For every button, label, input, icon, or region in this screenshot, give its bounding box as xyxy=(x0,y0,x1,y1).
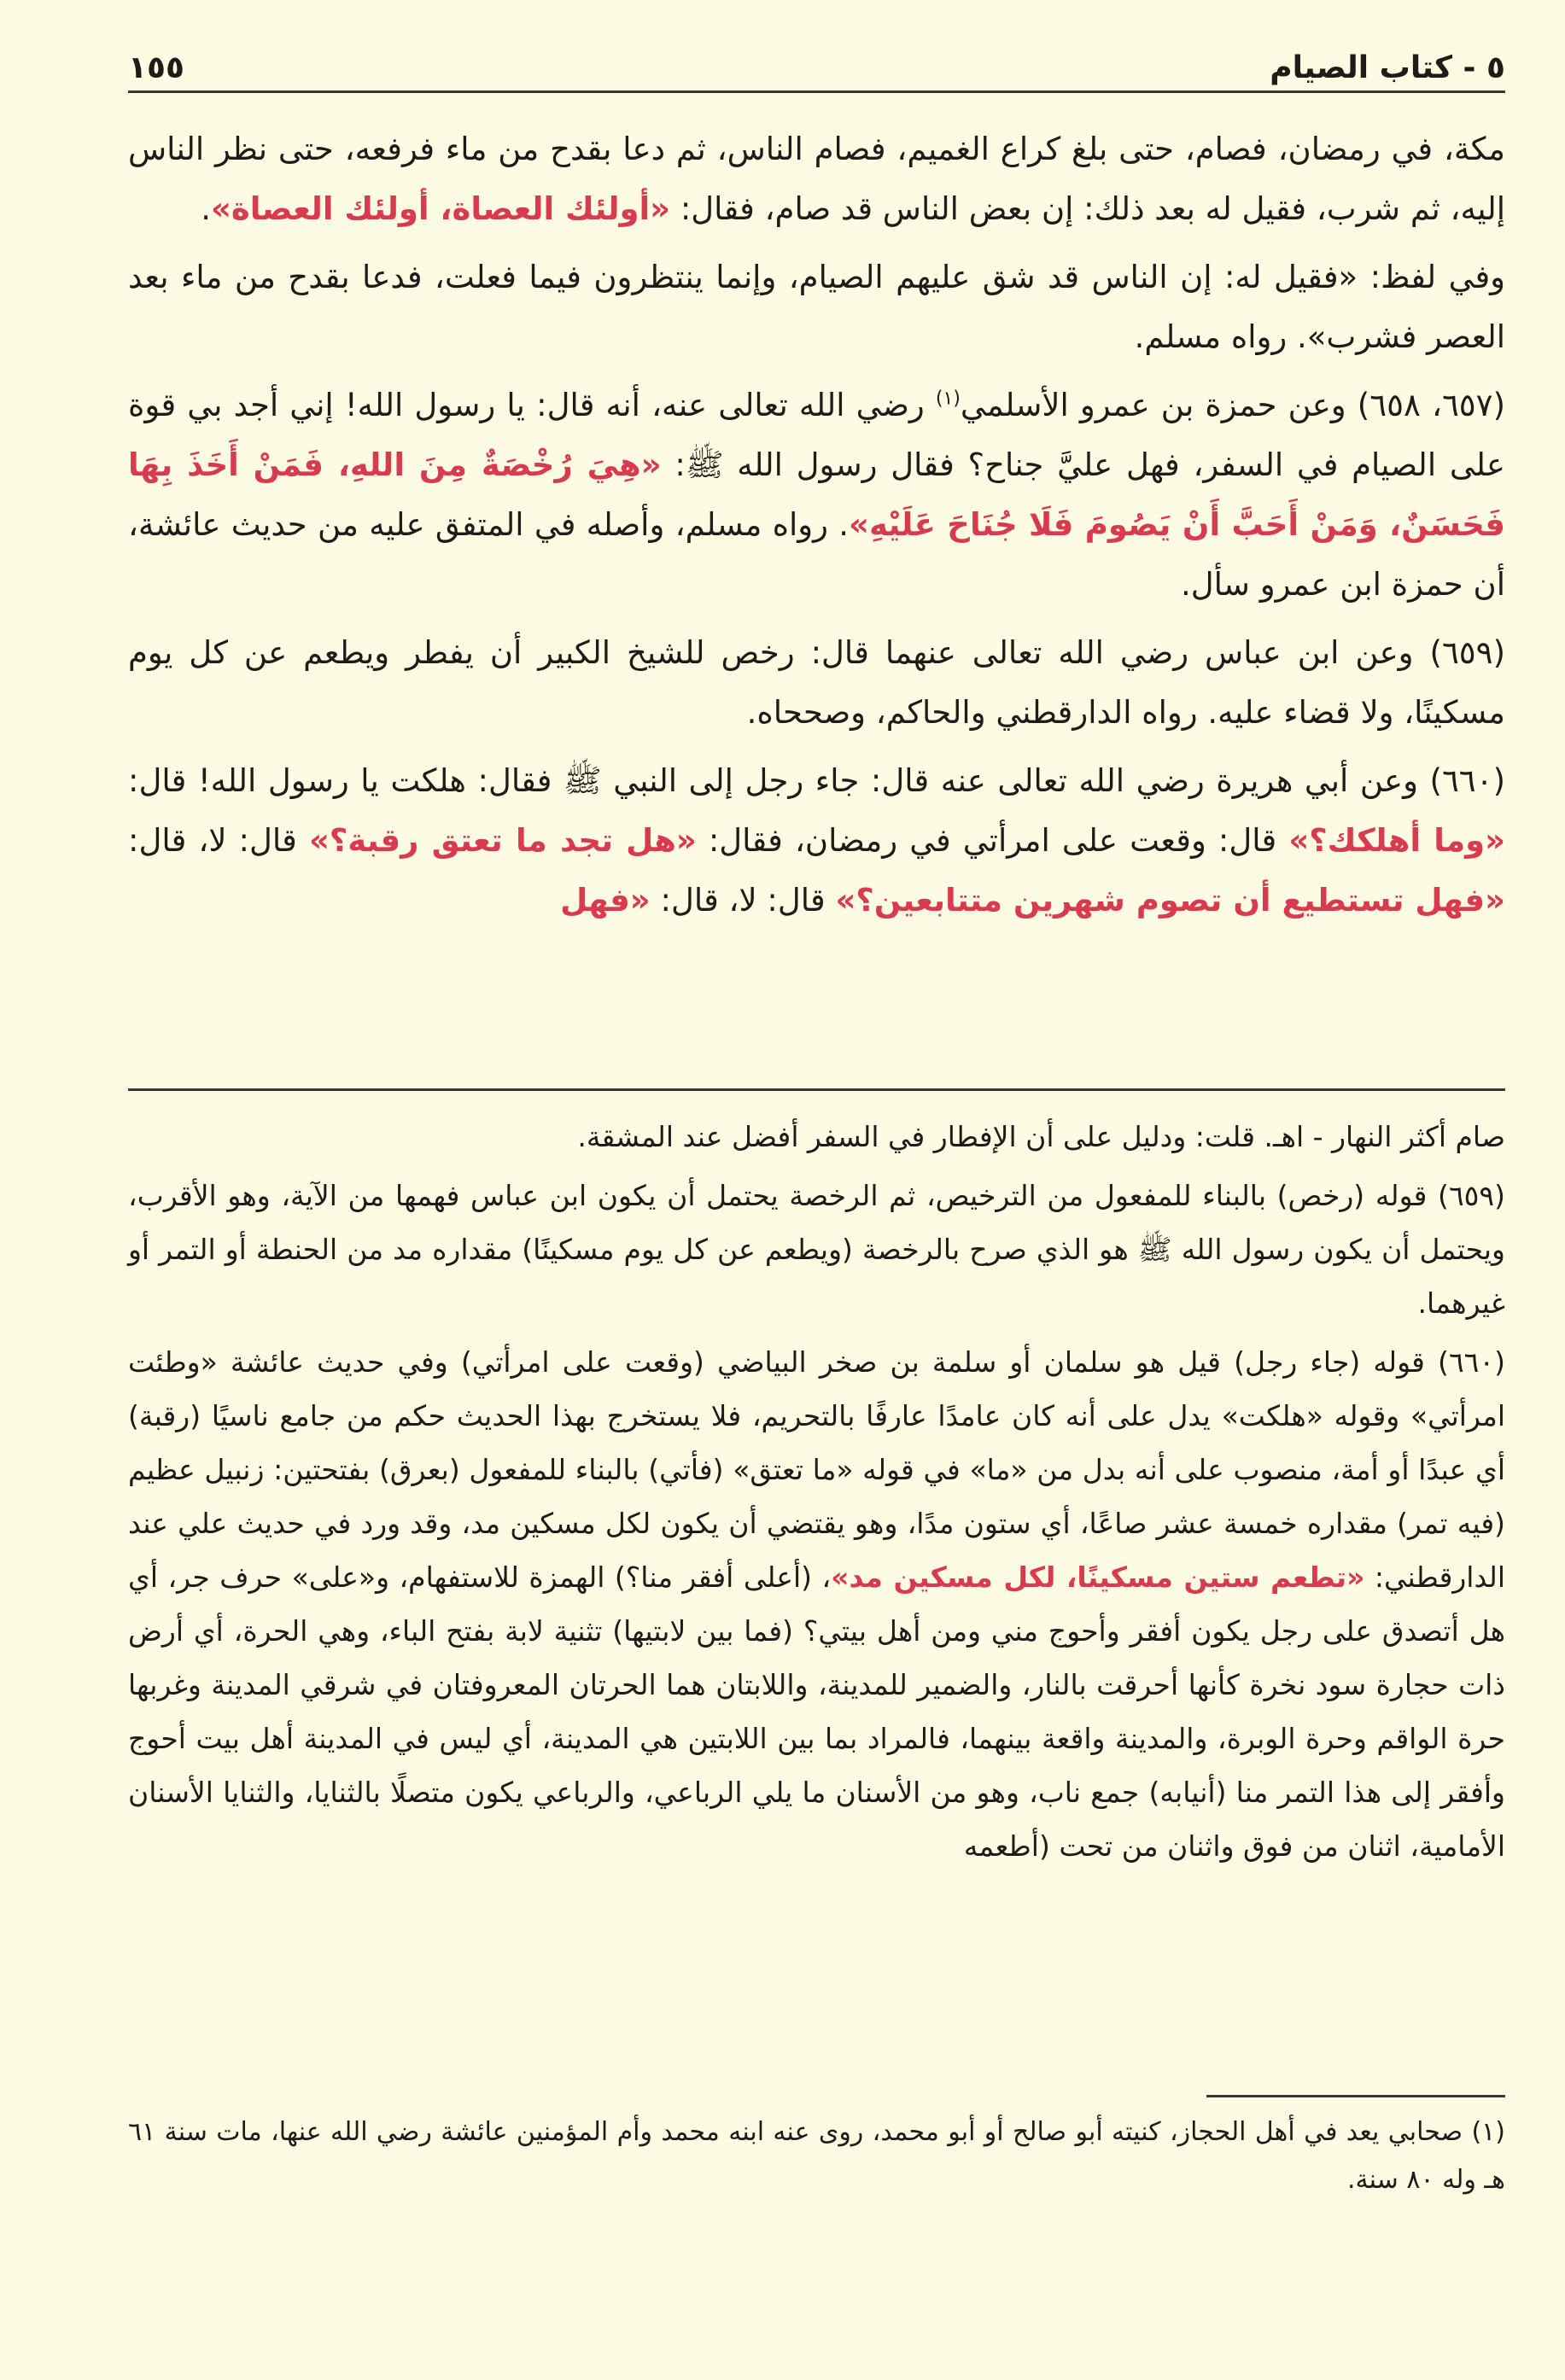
text-run: قال: لا، قال: xyxy=(128,822,309,859)
commentary-separator xyxy=(128,1088,1505,1091)
paragraph-hadith-660 xyxy=(128,751,1505,930)
paragraph-variant-wording xyxy=(128,248,1505,367)
text-run: قال: وقعت على امرأتي في رمضان، فقال: xyxy=(696,822,1289,859)
commentary-paragraph-660 xyxy=(128,1335,1505,1873)
footnote-marker[interactable]: (١) xyxy=(935,388,961,410)
page-number: ١٥٥ xyxy=(128,50,184,85)
hadith-quote: «هِيَ رُخْصَةٌ مِنَ اللهِ، فَمَنْ أَخَذَ بِهَا فَحَسَنٌ، وَمَنْ أَحَبَّ أَنْ يَصُومَ فَلَا جُنَاحَ عَلَيْهِ» xyxy=(128,446,1506,543)
text-run: (٦٥٩) وعن ابن عباس رضي الله تعالى عنهما قال: رخص للشيخ الكبير أن يفطر ويطعم عن كل يوم مسكينًا، ولا قضاء عليه. رواه الدارقطني والحاكم، وصححاه. xyxy=(128,634,1505,731)
hadith-quote: «فهل xyxy=(560,882,651,919)
running-header xyxy=(128,34,1505,85)
paragraph-hadith-657-658 xyxy=(128,376,1505,615)
text-run: . رواه مسلم، وأصله في المتفق عليه من حديث عائشة، أن حمزة ابن عمرو سأل. xyxy=(128,506,1505,603)
header-rule xyxy=(128,90,1505,93)
paragraph-hadith-continuation xyxy=(128,120,1505,239)
hadith-quote: «فهل تستطيع أن تصوم شهرين متتابعين؟» xyxy=(835,882,1505,919)
hadith-quote: «وما أهلكك؟» xyxy=(1288,822,1505,859)
hadith-quote: «أولئك العصاة، أولئك العصاة» xyxy=(210,190,671,227)
paragraph-hadith-659 xyxy=(128,623,1505,743)
text-run: ، (أعلى أفقر منا؟) الهمزة للاستفهام، و«على» حرف جر، أي هل أتصدق على رجل يكون أفقر وأحوج مني ومن أهل بيتي؟ (فما بين لابتيها) تثنية لابة بفتح الباء، وهي الحرة، أي أرض ذات حجارة سود نخرة كأنها أحرقت بالنار، والضمير للمدينة، واللابتان هما الحرتان المعروفتان في شرقي المدينة وغربها حرة الواقم وحرة الوبرة، والمدينة واقعة بينهما، فالمراد بما بين اللابتين هي المدينة، أي ليس في المدينة أهل بيت أحوج وأفقر إلى هذا التمر منا (أنيابه) جمع ناب، وهو من الأسنان ما يلي الرباعي، والرباعي يكون متصلًا بالثنايا، والثنايا الأسنان الأمامية، اثنان من فوق واثنان من تحت (أطعمه xyxy=(128,1560,1505,1863)
text-run: رضي الله تعالى عنه، أنه قال: يا رسول الله! إني أجد بي قوة على الصيام في السفر، فهل عليَّ جناح؟ فقال رسول الله ﷺ: xyxy=(128,387,1505,483)
footnotes xyxy=(128,2109,1505,2204)
text-run: مكة، في رمضان، فصام، حتى بلغ كراع الغميم، فصام الناس، ثم دعا بقدح من ماء فرفعه، حتى نظر الناس إليه، ثم شرب، فقيل له بعد ذلك: إن بعض الناس قد صام، فقال: xyxy=(128,131,1505,227)
text-run: قال: لا، قال: xyxy=(650,882,836,919)
footnote-1: (١) صحابي يعد في أهل الحجاز، كنيته أبو صالح أو أبو محمد، روى عنه ابنه محمد وأم المؤمنين عائشة رضي الله عنها، مات سنة ٦١ هـ وله ٨٠ سنة. xyxy=(128,2117,1505,2195)
text-run: (٦٦٠) قوله (جاء رجل) قيل هو سلمان أو سلمة بن صخر البياضي (وقعت على امرأتي) وفي حديث عائشة «وطئت امرأتي» وقوله «هلكت» يدل على أنه كان عامدًا عارفًا بالتحريم، فلا يستخرج بهذا الحديث حكم من جامع ناسيًا (رقبة) أي عبدًا أو أمة، منصوب على أنه بدل من «ما» في قوله «ما تعتق» (فأتي) بالبناء للمفعول (بعرق) بفتحتين: زنبيل عظيم (فيه تمر) مقداره خمسة عشر صاعًا، أي ستون مدًا، وهو يقتضي أن يكون لكل مسكين مد، وقد ورد في حديث علي عند الدارقطني: xyxy=(128,1345,1505,1594)
chapter-title: ٥ - كتاب الصيام xyxy=(1270,50,1505,85)
text-run: (٦٦٠) وعن أبي هريرة رضي الله تعالى عنه قال: جاء رجل إلى النبي ﷺ فقال: هلكت يا رسول الله! قال: xyxy=(128,762,1505,799)
commentary-paragraph-659: (٦٥٩) قوله (رخص) بالبناء للمفعول من الترخيص، ثم الرخصة يحتمل أن يكون ابن عباس فهمها من الآية، وهو الأقرب، ويحتمل أن يكون رسول الله ﷺ هو الذي صرح بالرخصة (ويطعم عن كل يوم مسكينًا) مقداره مد من الحنطة أو التمر أو غيرهما. xyxy=(128,1179,1505,1320)
hadith-quote: «تطعم ستين مسكينًا، لكل مسكين مد» xyxy=(831,1560,1365,1594)
main-text xyxy=(128,120,1505,939)
commentary-text xyxy=(128,1110,1505,1878)
commentary-paragraph: صام أكثر النهار - اهـ. قلت: ودليل على أن الإفطار في السفر أفضل عند المشقة. xyxy=(577,1120,1505,1153)
text-run: وفي لفظ: «فقيل له: إن الناس قد شق عليهم الصيام، وإنما ينتظرون فيما فعلت، فدعا بقدح من ماء بعد العصر فشرب». رواه مسلم. xyxy=(128,259,1505,355)
book-page xyxy=(128,0,1505,2380)
footnote-rule xyxy=(1206,2095,1505,2097)
text-run: . xyxy=(201,190,211,227)
text-run: (٦٥٧، ٦٥٨) وعن حمزة بن عمرو الأسلمي xyxy=(960,387,1505,423)
hadith-quote: «هل تجد ما تعتق رقبة؟» xyxy=(308,822,697,859)
